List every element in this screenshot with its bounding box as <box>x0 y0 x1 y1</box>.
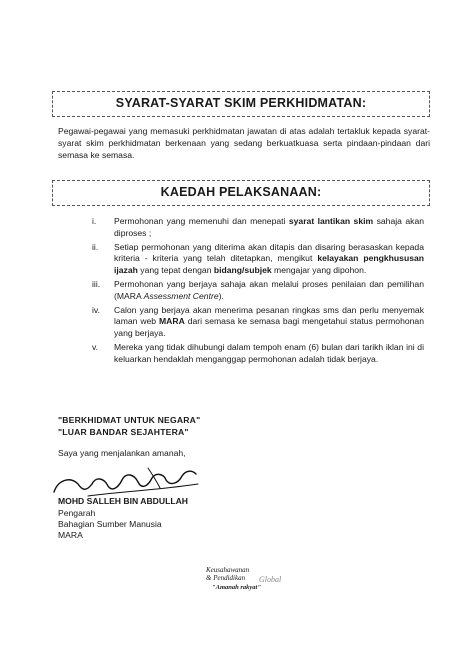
procedure-item <box>78 216 424 240</box>
procedure-item-text: yang tepat dengan <box>137 265 214 276</box>
signatory-department: Bahagian Sumber Manusia <box>58 519 162 529</box>
procedure-item-emphasis: MARA <box>159 316 185 327</box>
signatory-name: MOHD SALLEH BIN ABDULLAH <box>58 496 189 506</box>
procedure-item-emphasis: kelayakan pengkhususan ijazah <box>114 253 425 276</box>
logo-tagline: "Amanah rakyat" <box>212 584 261 591</box>
terms-paragraph: Pegawai-pegawai yang memasuki perkhidmatan jawatan di atas adalah tertakluk kepada syarat-syarat skim perkhidmatan berkenaan yang sedang berkuatkuasa serta pindaan-pindaan dari semasa ke semasa. <box>58 126 430 160</box>
procedure-item-text: Mereka yang tidak dihubungi dalam tempoh enam (6) bulan dari tarikh iklan ini di keluarkan hendaklah menganggap permohonan adalah tidak berjaya. <box>114 341 424 364</box>
procedure-item-text: Permohonan yang berjaya sahaja akan melalui proses penilaian dan pemilihan (MARA <box>114 278 424 301</box>
procedure-item-number: ii. <box>92 241 99 252</box>
procedure-item-text: sahaja akan diproses ; <box>114 216 424 238</box>
procedure-item-number: iv. <box>92 304 100 315</box>
motto-line-1: "BERKHIDMAT UNTUK NEGARA" <box>58 415 201 425</box>
procedure-item-number: i. <box>92 216 97 226</box>
procedure-item <box>78 279 424 303</box>
section-header-kaedah <box>52 180 430 206</box>
procedure-list <box>78 216 424 368</box>
procedure-item <box>78 305 424 340</box>
signatory-org: MARA <box>58 530 83 540</box>
procedure-item <box>78 242 424 277</box>
procedure-item-text: ). <box>218 290 224 301</box>
procedure-item-emphasis: syarat lantikan skim <box>288 216 374 226</box>
procedure-item-text: Assessment Centre <box>143 290 219 301</box>
procedure-item-text: dari semasa ke semasa bagi mengetahui status permohonan yang berjaya. <box>114 316 424 339</box>
section-header-syarat <box>52 91 430 117</box>
procedure-item-number: iii. <box>92 278 101 289</box>
logo-text-line1: Keusahawanan <box>206 566 250 574</box>
procedure-item-text: mengajar yang dipohon. <box>271 265 367 276</box>
procedure-item-text: Permohonan yang memenuhi dan menepati <box>114 216 289 226</box>
procedure-item-text: Calon yang berjaya akan menerima pesanan ringkas sms dan perlu menyemak laman web <box>114 304 424 327</box>
section-title: KAEDAH PELAKSANAAN: <box>160 185 322 199</box>
procedure-item-number: v. <box>92 341 99 352</box>
logo-text-line2: & Pendidikan <box>206 574 246 582</box>
procedure-item-text: Setiap permohonan yang diterima akan ditapis dan disaring berasaskan kepada kriteria - kriteria yang telah ditetapkan, mengikut <box>114 241 424 264</box>
mara-footer-logo <box>206 566 306 596</box>
signatory-title: Pengarah <box>58 508 96 518</box>
logo-text-global: Global <box>259 575 282 584</box>
procedure-item <box>78 342 424 366</box>
motto-line-2: "LUAR BANDAR SEJAHTERA" <box>58 427 189 437</box>
section-title: SYARAT-SYARAT SKIM PERKHIDMATAN: <box>115 96 367 110</box>
closing-text: Saya yang menjalankan amanah, <box>58 448 186 458</box>
procedure-item-emphasis: bidang/subjek <box>213 265 272 276</box>
